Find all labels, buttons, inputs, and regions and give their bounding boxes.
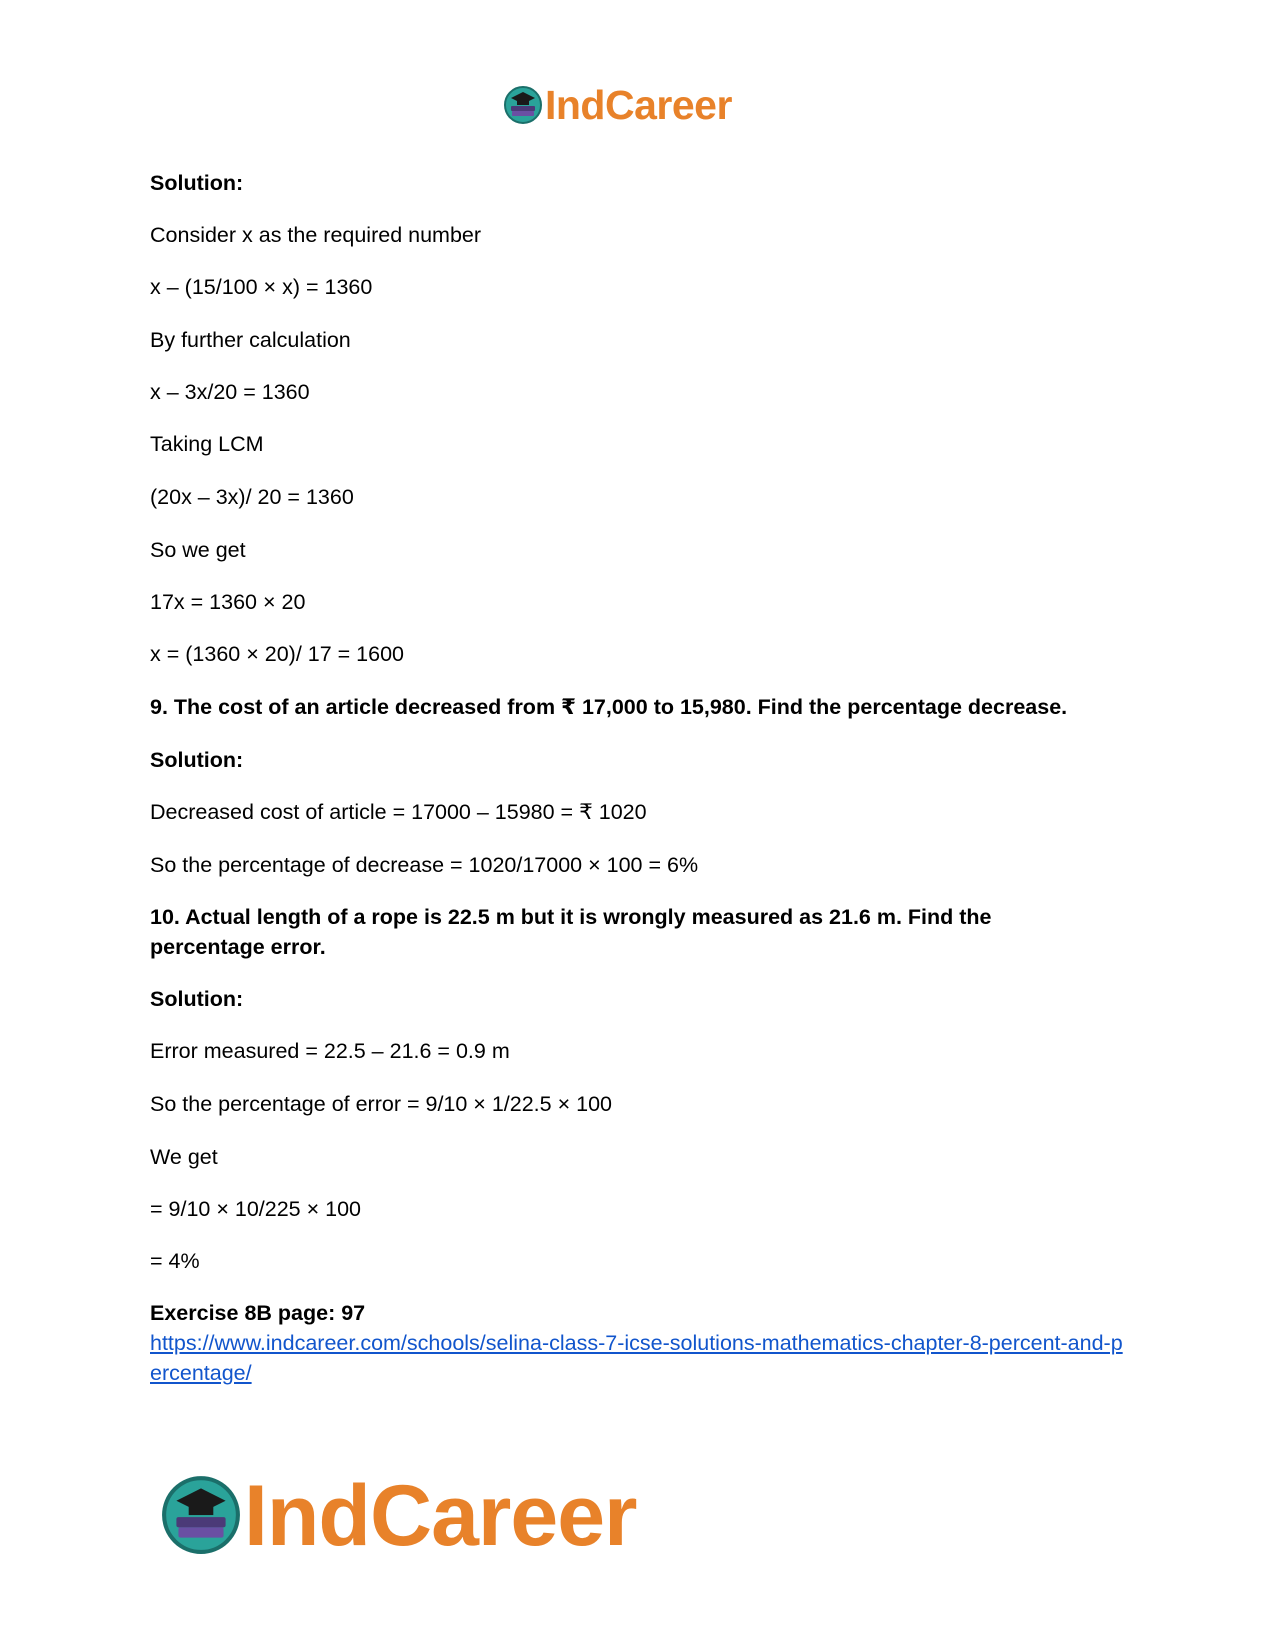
question-9: 9. The cost of an article decreased from ₹ 17,000 to 15,980. Find the percentage decrease.: [150, 695, 1068, 719]
question-10: 10. Actual length of a rope is 22.5 m but it is wrongly measured as 21.6 m. Find the percentage error.: [150, 905, 992, 959]
logo-text: IndCareer: [244, 1468, 637, 1564]
equation-line: 17x = 1360 × 20: [150, 590, 306, 614]
text-line: Taking LCM: [150, 432, 264, 456]
header-logo: [503, 80, 773, 130]
solution-heading: Solution:: [150, 987, 244, 1011]
text-line: Consider x as the required number: [150, 223, 482, 247]
equation-line: = 4%: [150, 1249, 200, 1273]
exercise-link[interactable]: https://www.indcareer.com/schools/selina-class-7-icse-solutions-mathematics-chapter-8-percent-and-percentage/: [150, 1331, 1123, 1385]
solution-heading: Solution:: [150, 748, 244, 772]
footer-logo: [160, 1468, 700, 1564]
text-line: So the percentage of error = 9/10 × 1/22.5 × 100: [150, 1092, 612, 1116]
equation-line: = 9/10 × 10/225 × 100: [150, 1197, 362, 1221]
text-line: By further calculation: [150, 328, 351, 352]
solution-heading: Solution:: [150, 171, 244, 195]
graduation-cap-book-globe-icon: [503, 84, 543, 124]
text-line: Decreased cost of article = 17000 – 15980 = ₹ 1020: [150, 800, 647, 824]
text-line: So the percentage of decrease = 1020/17000 × 100 = 6%: [150, 853, 699, 877]
text-line: We get: [150, 1145, 218, 1169]
equation-line: x = (1360 × 20)/ 17 = 1600: [150, 642, 405, 666]
graduation-cap-book-globe-icon: [160, 1472, 242, 1554]
logo-text: IndCareer: [545, 82, 732, 128]
exercise-heading: Exercise 8B page: 97: [150, 1301, 366, 1325]
equation-line: (20x – 3x)/ 20 = 1360: [150, 485, 354, 509]
equation-line: x – (15/100 × x) = 1360: [150, 275, 373, 299]
text-line: So we get: [150, 538, 246, 562]
text-line: Error measured = 22.5 – 21.6 = 0.9 m: [150, 1039, 510, 1063]
equation-line: x – 3x/20 = 1360: [150, 380, 310, 404]
